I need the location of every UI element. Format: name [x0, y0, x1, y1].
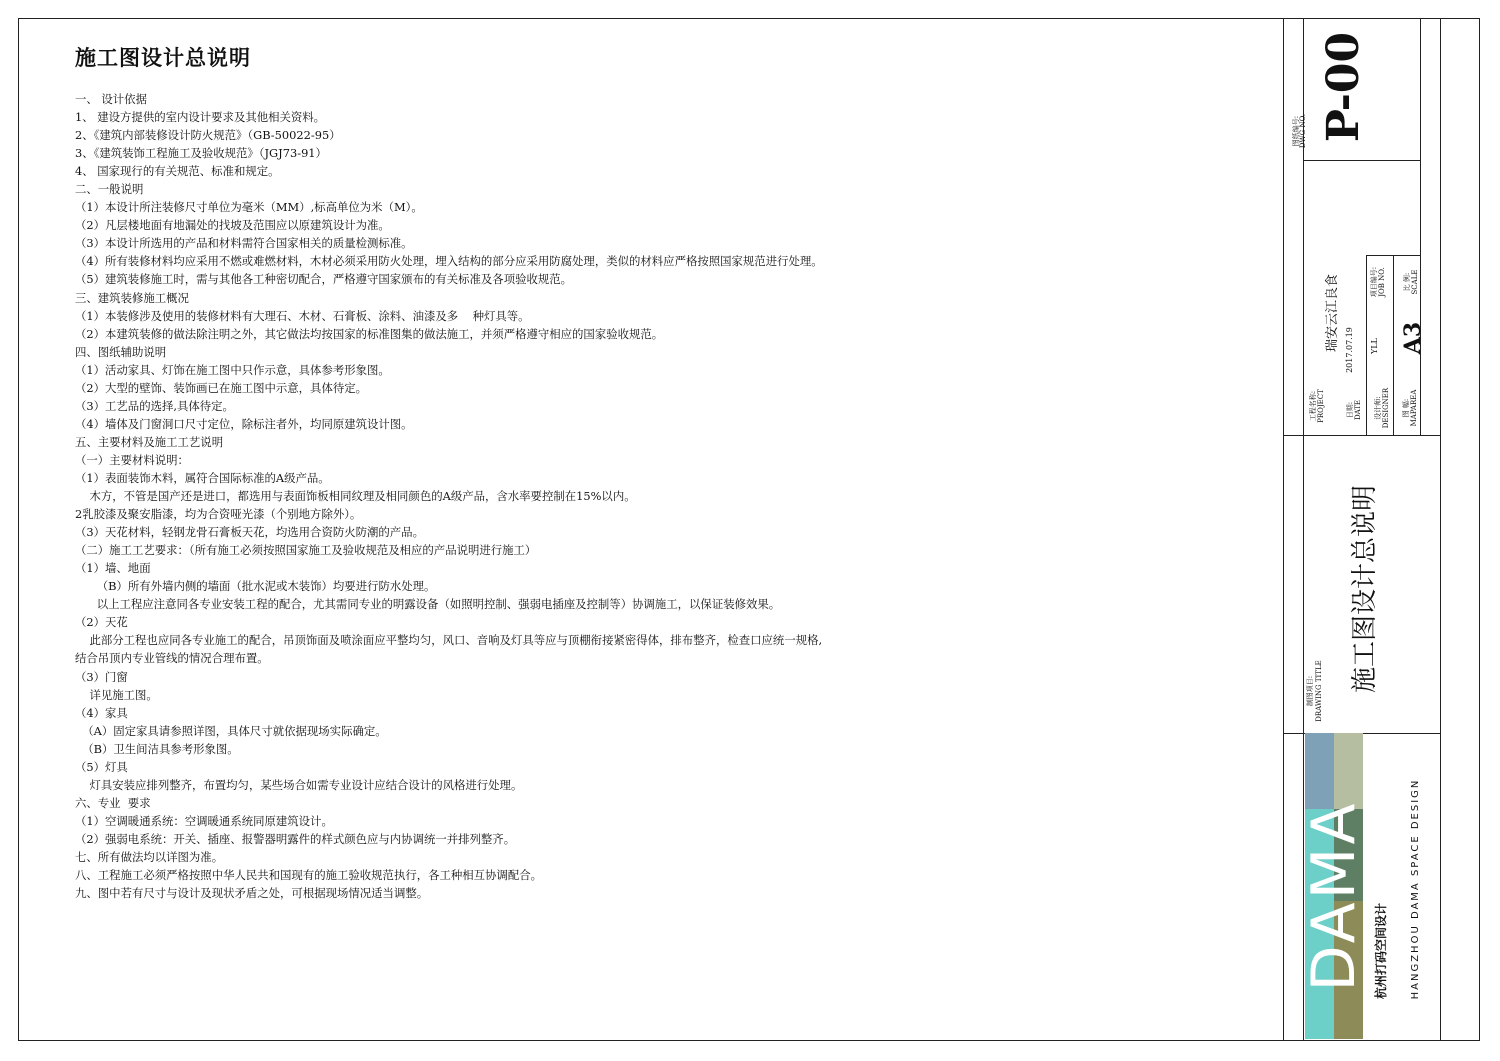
- note-line: （A）固定家具请参照详图，具体尺寸就依据现场实际确定。: [75, 723, 387, 738]
- note-line: 灯具安装应排列整齐，布置均匀，某些场合如需专业设计应结合设计的风格进行处理。: [75, 777, 523, 792]
- job-no-label: 项目编号: JOB NO.: [1370, 266, 1386, 298]
- note-line: 五、主要材料及施工工艺说明: [75, 434, 224, 449]
- note-line: 七、所有做法均以详图为准。: [75, 849, 224, 864]
- note-line: （3）天花材料，轻钢龙骨石膏板天花，均选用合资防火防潮的产品。: [75, 525, 424, 540]
- note-line: 3、《建筑装饰工程施工及验收规范》（JGJ73-91）: [75, 146, 327, 161]
- note-line: 2乳胶漆及聚安脂漆，均为合资哑光漆（个别地方除外）。: [75, 507, 362, 522]
- project-name: 瑞安云江良食: [1325, 274, 1340, 353]
- note-line: 2、《建筑内部装修设计防火规范》（GB-50022-95）: [75, 128, 341, 143]
- document-title: 施工图设计总说明: [75, 45, 251, 70]
- note-line: （1）本设计所注装修尺寸单位为毫米（MM）,标高单位为米（M）。: [75, 200, 423, 215]
- note-line: 木方，不管是国产还是进口，都选用与表面饰板相同纹理及相同颜色的A级产品，含水率要控制在15%以内。: [75, 489, 636, 504]
- title-block-inner-border: [1393, 255, 1394, 435]
- note-line: （1）本装修涉及使用的装修材料有大理石、木材、石膏板、涂料、油漆及多 种灯具等。: [75, 308, 530, 323]
- note-line: （3）门窗: [75, 669, 128, 684]
- note-line: （二）施工工艺要求：（所有施工必须按照国家施工及验收规范及相应的产品说明进行施工）: [75, 543, 537, 558]
- note-line: （4）所有装修材料均应采用不燃或难燃材料，木材必须采用防火处理，埋入结构的部分应采用防腐处理，类似的材料应严格按照国家规范进行处理。: [75, 254, 823, 269]
- title-block-border: [1283, 18, 1284, 1041]
- note-line: 三、建筑装修施工概况: [75, 290, 189, 305]
- note-line: （2）强弱电系统：开关、插座、报警器明露件的样式颜色应与内协调统一并排列整齐。: [75, 831, 516, 846]
- note-line: （1）表面装饰木料，属符合国际标准的A级产品。: [75, 470, 330, 485]
- scale-label: 比 例: SCALE: [1403, 269, 1419, 295]
- drawing-title: 施工图设计总说明: [1350, 485, 1380, 694]
- note-line: （2）大型的壁饰、装饰画已在施工图中示意，具体待定。: [75, 380, 368, 395]
- title-block-inner-border: [1366, 255, 1367, 435]
- note-line: 九、图中若有尺寸与设计及现状矛盾之处，可根据现场情况适当调整。: [75, 886, 429, 901]
- title-block-inner-border: [1420, 18, 1421, 435]
- note-line: 二、一般说明: [75, 182, 144, 197]
- title-block-divider: [1303, 160, 1420, 161]
- title-block-border: [1440, 18, 1441, 1041]
- note-line: （1）活动家具、灯饰在施工图中只作示意，具体参考形象图。: [75, 362, 390, 377]
- note-line: 详见施工图。: [75, 687, 158, 702]
- designer-value: YLL: [1370, 338, 1379, 354]
- note-line: （5）灯具: [75, 759, 128, 774]
- dwg-no-label: 图纸编号: DWG NO.: [1292, 113, 1307, 149]
- map-area-value: A3: [1400, 321, 1426, 355]
- note-line: 结合吊顶内专业管线的情况合理布置。: [75, 651, 269, 666]
- note-line: （2）天花: [75, 615, 128, 630]
- drawing-title-label: 制图项目: DRAWING TITLE: [1306, 660, 1323, 722]
- note-line: （B）卫生间洁具参考形象图。: [75, 741, 239, 756]
- company-logo: [1299, 733, 1369, 1039]
- date-label: 日期: DATE: [1346, 399, 1362, 421]
- note-line: 六、专业 要求: [75, 795, 151, 810]
- note-line: （B）所有外墙内侧的墙面（批水泥或木装饰）均要进行防水处理。: [75, 579, 436, 594]
- company-name-en: HANGZHOU DAMA SPACE DESIGN: [1410, 778, 1421, 1000]
- note-line: （4）墙体及门窗洞口尺寸定位，除标注者外，均同原建筑设计图。: [75, 416, 413, 431]
- note-line: 四、图纸辅助说明: [75, 344, 167, 359]
- note-line: 以上工程应注意同各专业安装工程的配合，尤其需同专业的明露设备（如照明控制、强弱电插座及控制等）协调施工，以保证装修效果。: [75, 597, 781, 612]
- note-line: （一）主要材料说明：: [75, 452, 189, 467]
- note-line: （4）家具: [75, 705, 128, 720]
- note-line: （5）建筑装修施工时，需与其他各工种密切配合，严格遵守国家颁布的有关标准及各项验收规范。: [75, 272, 573, 287]
- date-value: 2017.07.19: [1345, 327, 1354, 373]
- note-line: （3）本设计所选用的产品和材料需符合国家相关的质量检测标准。: [75, 236, 413, 251]
- company-name-cn: 杭州打码空间设计: [1374, 903, 1388, 1000]
- note-line: （1）空调暖通系统：空调暖通系统同原建筑设计。: [75, 813, 333, 828]
- map-area-label: 图 幅: MAPAREA: [1402, 389, 1418, 427]
- note-line: （3）工艺品的选择,具体待定。: [75, 398, 234, 413]
- note-line: 此部分工程也应同各专业施工的配合，吊顶饰面及喷涂面应平整均匀，风口、音响及灯具等应与顶棚衔接紧密得体，排布整齐，检查口应统一规格,: [75, 633, 823, 648]
- note-line: 4、 国家现行的有关规范、标准和规定。: [75, 164, 280, 179]
- note-line: 八、工程施工必须严格按照中华人民共和国现有的施工验收规范执行，各工种相互协调配合。: [75, 868, 543, 883]
- dwg-no: P-00: [1318, 31, 1369, 143]
- designer-label: 设计师: DESIGNER: [1374, 387, 1390, 429]
- project-label: 工程名称: PROJECT: [1309, 389, 1325, 423]
- logo-text: DAMA: [1299, 800, 1369, 992]
- design-notes: [75, 90, 1255, 902]
- note-line: 1、 建设方提供的室内设计要求及其他相关资料。: [75, 110, 326, 125]
- note-line: （1）墙、地面: [75, 561, 151, 576]
- note-line: （2）本建筑装修的做法除注明之外，其它做法均按国家的标准图集的做法施工，并须严格遵守相应的国家验收规范。: [75, 326, 664, 341]
- note-line: （2）凡层楼地面有地漏处的找坡及范围应以原建筑设计为准。: [75, 218, 390, 233]
- note-line: 一、 设计依据: [75, 92, 147, 106]
